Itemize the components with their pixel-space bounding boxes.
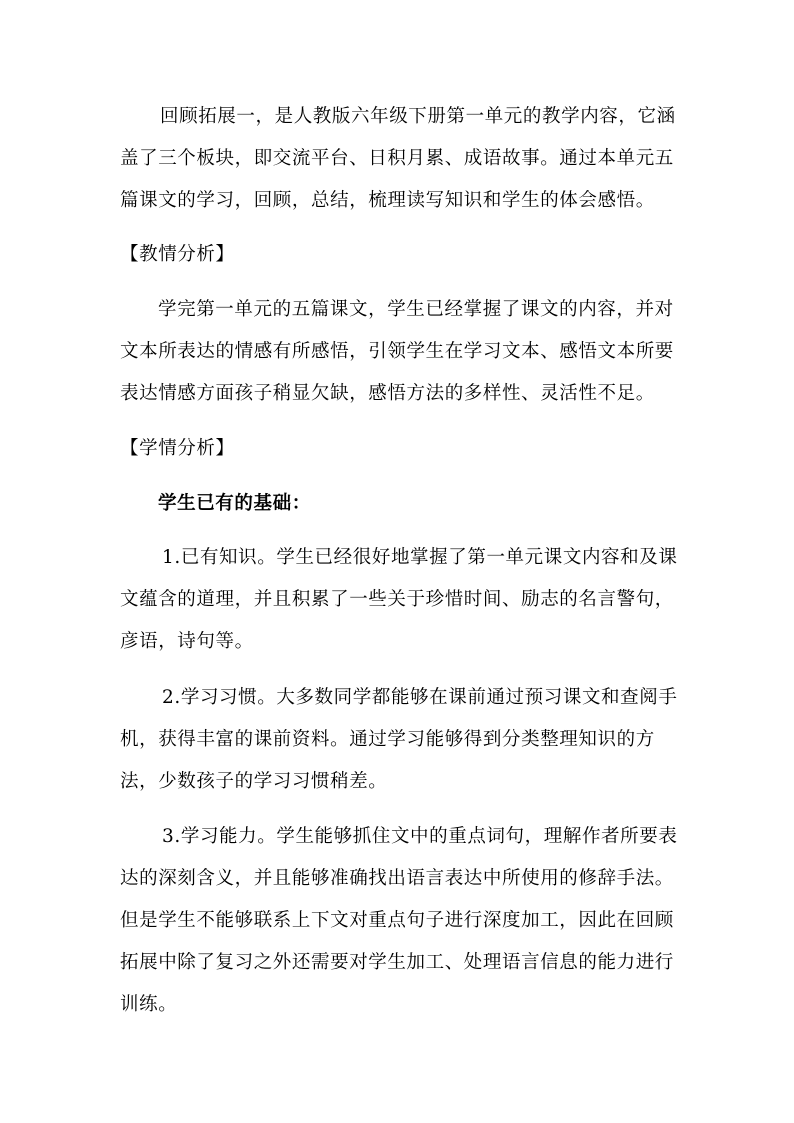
teaching-line-3: 表达情感方面孩子稍显欠缺，感悟方法的多样性、灵活性不足。 [120,383,655,404]
ability-line-2: 达的深刻含义，并且能够准确找出语言表达中所使用的修辞手法。 [120,868,674,889]
subheading-foundation: 学生已有的基础： [158,493,311,514]
intro-line-1: 回顾拓展一，是人教版六年级下册第一单元的教学内容，它涵 [160,106,676,127]
ability-line-3: 但是学生不能够联系上下文对重点句子进行深度加工，因此在回顾 [120,910,674,931]
knowledge-line-2: 文蕴含的道理，并且积累了一些关于珍惜时间、励志的名言警句， [120,589,674,610]
habits-line-3: 法，少数孩子的学习习惯稍差。 [120,771,388,792]
ability-line-5: 训练。 [120,994,178,1015]
habits-line-1: 2.学习习惯。大多数同学都能够在课前通过预习课文和查阅手 [162,687,678,708]
intro-line-3: 篇课文的学习，回顾，总结，梳理读写知识和学生的体会感悟。 [120,190,655,211]
ability-line-4: 拓展中除了复习之外还需要对学生加工、处理语言信息的能力进行 [120,952,674,973]
knowledge-line-3: 彦语，诗句等。 [120,631,254,652]
heading-teaching-analysis: 【教情分析】 [120,244,235,265]
teaching-line-2: 文本所表达的情感有所感悟，引领学生在学习文本、感悟文本所要 [120,341,674,362]
knowledge-line-1: 1.已有知识。学生已经很好地掌握了第一单元课文内容和及课 [162,547,678,568]
intro-line-2: 盖了三个板块，即交流平台、日积月累、成语故事。通过本单元五 [120,148,674,169]
habits-line-2: 机，获得丰富的课前资料。通过学习能够得到分类整理知识的方 [120,729,655,750]
ability-line-1: 3.学习能力。学生能够抓住文中的重点词句，理解作者所要表 [162,826,678,847]
teaching-line-1: 学完第一单元的五篇课文，学生已经掌握了课文的内容，并对 [158,299,674,320]
heading-learning-analysis: 【学情分析】 [120,438,235,459]
